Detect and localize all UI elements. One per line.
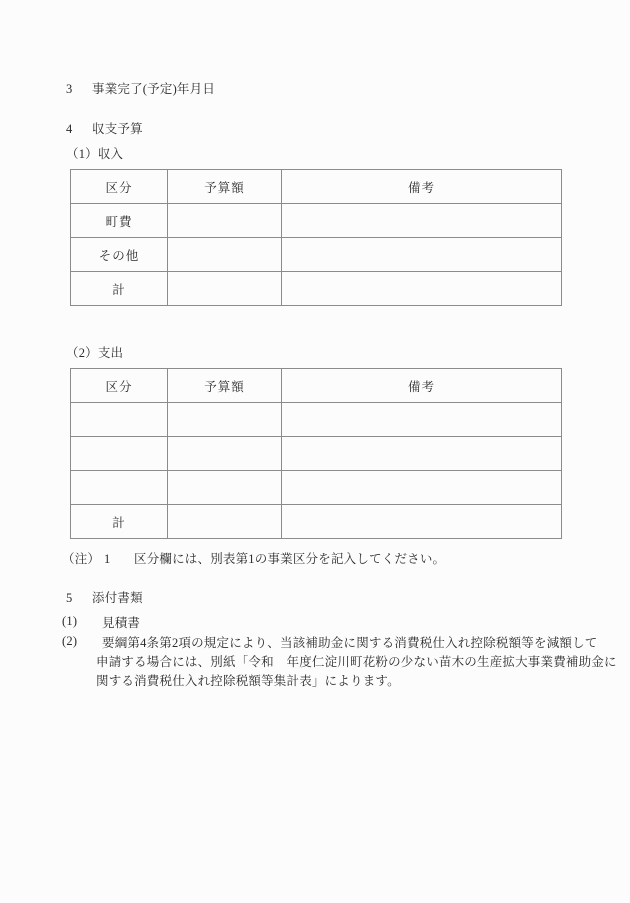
expense-cell-kubun: 計	[71, 505, 168, 539]
section-number-5: 5	[66, 591, 73, 605]
section-title-4: 収支予算	[92, 122, 143, 136]
income-table	[70, 169, 562, 306]
income-cell-kubun: 町費	[71, 204, 168, 238]
note-index: 1	[104, 552, 111, 566]
income-cell-yosan[interactable]	[168, 204, 282, 238]
attachment-line: 要綱第4条第2項の規定により、当該補助金に関する消費税仕入れ控除税額等を減額して	[102, 636, 598, 650]
expense-cell-bikou[interactable]	[282, 471, 562, 505]
expense-cell-bikou[interactable]	[282, 403, 562, 437]
income-subsection-label: （1）収入	[66, 147, 124, 161]
expense-cell-kubun[interactable]	[71, 437, 168, 471]
section-heading-4	[66, 123, 143, 136]
attachment-marker-1: (1)	[62, 614, 78, 628]
income-cell-yosan[interactable]	[168, 238, 282, 272]
attachment-marker-2: (2)	[62, 634, 78, 648]
expense-cell-kubun[interactable]	[71, 471, 168, 505]
attachment-body-2	[96, 634, 617, 691]
income-cell-bikou[interactable]	[282, 238, 562, 272]
income-header-bikou: 備考	[282, 170, 562, 204]
expense-cell-yosan[interactable]	[168, 437, 282, 471]
section-heading-5	[66, 592, 143, 605]
income-cell-yosan[interactable]	[168, 272, 282, 306]
expense-subsection-label: （2）支出	[66, 346, 124, 360]
expense-header-yosan: 予算額	[168, 369, 282, 403]
expense-cell-kubun[interactable]	[71, 403, 168, 437]
attachment-line: 申請する場合には、別紙「令和 年度仁淀川町花粉の少ない苗木の生産拡大事業費補助金に	[96, 655, 617, 669]
income-cell-kubun: その他	[71, 238, 168, 272]
attachment-line: 見積書	[102, 616, 141, 630]
table-row	[71, 403, 562, 437]
expense-cell-yosan[interactable]	[168, 505, 282, 539]
attachment-item-2	[62, 634, 617, 691]
table-row	[71, 437, 562, 471]
section-heading-3	[66, 83, 215, 96]
table-row	[71, 238, 562, 272]
expense-table	[70, 368, 562, 539]
expense-cell-bikou[interactable]	[282, 505, 562, 539]
expense-cell-yosan[interactable]	[168, 471, 282, 505]
expense-cell-bikou[interactable]	[282, 437, 562, 471]
expense-header-bikou: 備考	[282, 369, 562, 403]
attachment-item-1	[62, 614, 567, 633]
note-text: 区分欄には、別表第1の事業区分を記入してください。	[134, 552, 446, 566]
table-row	[71, 471, 562, 505]
expense-cell-yosan[interactable]	[168, 403, 282, 437]
section-number-4: 4	[66, 122, 73, 136]
income-cell-kubun: 計	[71, 272, 168, 306]
attachment-body-1	[102, 614, 567, 633]
section-title-5: 添付書類	[92, 591, 143, 605]
section-title-3: 事業完了(予定)年月日	[92, 82, 216, 96]
table-row	[71, 204, 562, 238]
income-table-header-row	[71, 170, 562, 204]
table-row	[71, 505, 562, 539]
income-cell-bikou[interactable]	[282, 272, 562, 306]
expense-header-kubun: 区分	[71, 369, 168, 403]
table-row	[71, 272, 562, 306]
attachment-line: 関する消費税仕入れ控除税額等集計表」によります。	[96, 674, 400, 688]
income-header-kubun: 区分	[71, 170, 168, 204]
income-cell-bikou[interactable]	[282, 204, 562, 238]
section-number-3: 3	[66, 82, 73, 96]
expense-table-header-row	[71, 369, 562, 403]
note-tag: （注）	[62, 552, 101, 566]
income-header-yosan: 予算額	[168, 170, 282, 204]
table-note	[62, 553, 445, 566]
